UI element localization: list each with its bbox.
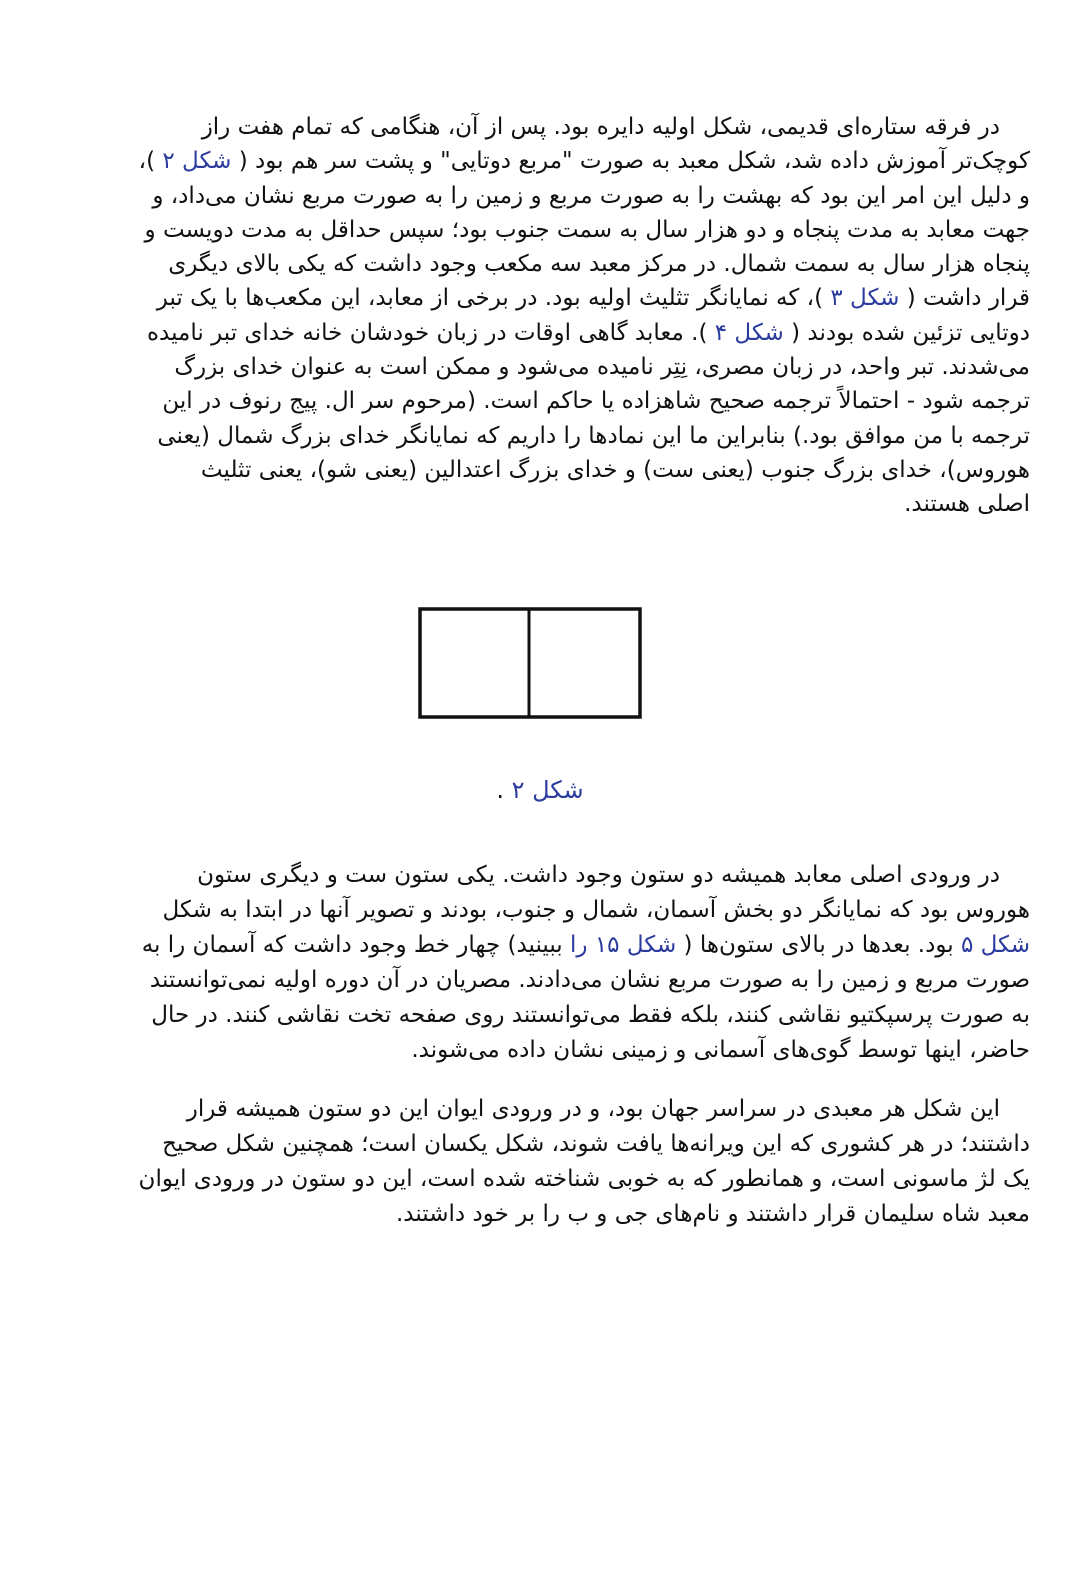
paragraph-1-line [48, 316, 1030, 350]
paragraph-2-line: صورت مربع و زمین را به صورت مربع نشان می‌دادند. مصریان در آن دوره اولیه نمی‌توانستند [149, 967, 1030, 993]
figure-2-reference-link[interactable]: شکل ۲ [162, 148, 232, 175]
paragraph-1-line: می‌شدند. تبر واحد، در زبان مصری، نِتِر نامیده می‌شود و ممکن است به عنوان خدای بزرگ [174, 354, 1030, 381]
paragraph-3-line: معبد شاه سلیمان قرار داشتند و نام‌های جی و ب را بر خود داشتند. [395, 1201, 1030, 1227]
paragraph-3-line: داشتند؛ در هر کشوری که این ویرانه‌ها یافت شوند، شکل یکسان است؛ همچنین شکل صحیح [162, 1131, 1030, 1157]
figure-15-reference-link[interactable]: شکل ۱۵ را [570, 932, 677, 958]
double-square-diagram [418, 607, 644, 721]
paragraph-1-line: و دلیل این امر این بود که بهشت را به صورت مربع و زمین را به صورت مربع نشان می‌داد، و [152, 182, 1030, 209]
paragraph-1-line: در فرقه ستاره‌ای قدیمی، شکل اولیه دایره بود. پس از آن، هنگامی که تمام هفت راز [201, 114, 1000, 140]
caption-period: . [496, 776, 504, 804]
line-text: بود. بعدها در بالای ستون‌ها ( [676, 932, 961, 958]
figure-3-reference-link[interactable]: شکل ۳ [830, 285, 900, 312]
figure-2-caption [0, 775, 1080, 805]
paragraph-3-line: یک لژ ماسونی است، و همانطور که به خوبی شناخته شده است، این دو ستون در ورودی ایوان [138, 1166, 1030, 1192]
figure-caption-label: شکل ۲ [511, 776, 584, 804]
line-text: دوتایی تزئین شده بودند ( [783, 319, 1030, 346]
paragraph-1-line [48, 281, 1030, 315]
line-text: ببینید) چهار خط وجود داشت که آسمان را به [141, 932, 570, 958]
paragraph-2 [48, 858, 1030, 1068]
paragraph-2-line: به صورت پرسپکتیو نقاشی کنند، بلکه فقط می‌توانستند روی صفحه تخت نقاشی کنند. در حال [151, 1002, 1030, 1028]
line-text: )، که نمایانگر تثلیث اولیه بود. در برخی از معابد، این مکعب‌ها با یک تبر [156, 285, 831, 312]
paragraph-3-line: این شکل هر معبدی در سراسر جهان بود، و در ورودی ایوان این دو ستون همیشه قرار [186, 1096, 1000, 1122]
paragraph-1-line: ترجمه با من موافق بود.) بنابراین ما این نمادها را داریم که نمایانگر خدای بزرگ شمال (یعنی [157, 422, 1030, 449]
line-text: ). معابد گاهی اوقات در زبان خودشان خانه خدای تبر نامیده [146, 319, 715, 346]
line-text: )، [138, 148, 163, 175]
paragraph-3 [48, 1092, 1030, 1232]
figure-4-reference-link[interactable]: شکل ۴ [714, 319, 784, 346]
paragraph-2-line: حاضر، اینها توسط گوی‌های آسمانی و زمینی نشان داده می‌شوند. [411, 1037, 1030, 1063]
paragraph-2-line: در ورودی اصلی معابد همیشه دو ستون وجود داشت. یکی ستون ست و دیگری ستون [197, 862, 1000, 888]
paragraph-1-line: پنجاه هزار سال به سمت شمال. در مرکز معبد سه مکعب وجود داشت که یکی بالای دیگری [168, 251, 1030, 278]
figure-5-reference-link[interactable]: شکل ۵ [960, 932, 1030, 958]
paragraph-1 [48, 110, 1030, 522]
paragraph-1-line: اصلی هستند. [904, 491, 1030, 518]
paragraph-1-line: ترجمه شود - احتمالاً ترجمه صحیح شاهزاده یا حاکم است. (مرحوم سر ال. پیج رنوف در این [162, 388, 1030, 415]
line-text: قرار داشت ( [899, 285, 1030, 312]
paragraph-1-line: جهت معابد به مدت پنجاه و دو هزار سال به سمت جنوب بود؛ سپس حداقل به مدت دویست و [144, 216, 1030, 243]
paragraph-1-line [48, 144, 1030, 178]
paragraph-2-line: هوروس بود که نمایانگر دو بخش آسمان، شمال و جنوب، بودند و تصویر آنها در ابتدا به شکل [162, 897, 1030, 923]
paragraph-2-line [48, 928, 1030, 963]
figure-2-double-square [418, 607, 644, 721]
line-text: کوچک‌تر آموزش داده شد، شکل معبد به صورت "مربع دوتایی" و پشت سر هم بود ( [231, 148, 1030, 175]
paragraph-1-line: هوروس)، خدای بزرگ جنوب (یعنی ست) و خدای بزرگ اعتدالین (یعنی شو)، یعنی تثلیث [200, 456, 1030, 483]
